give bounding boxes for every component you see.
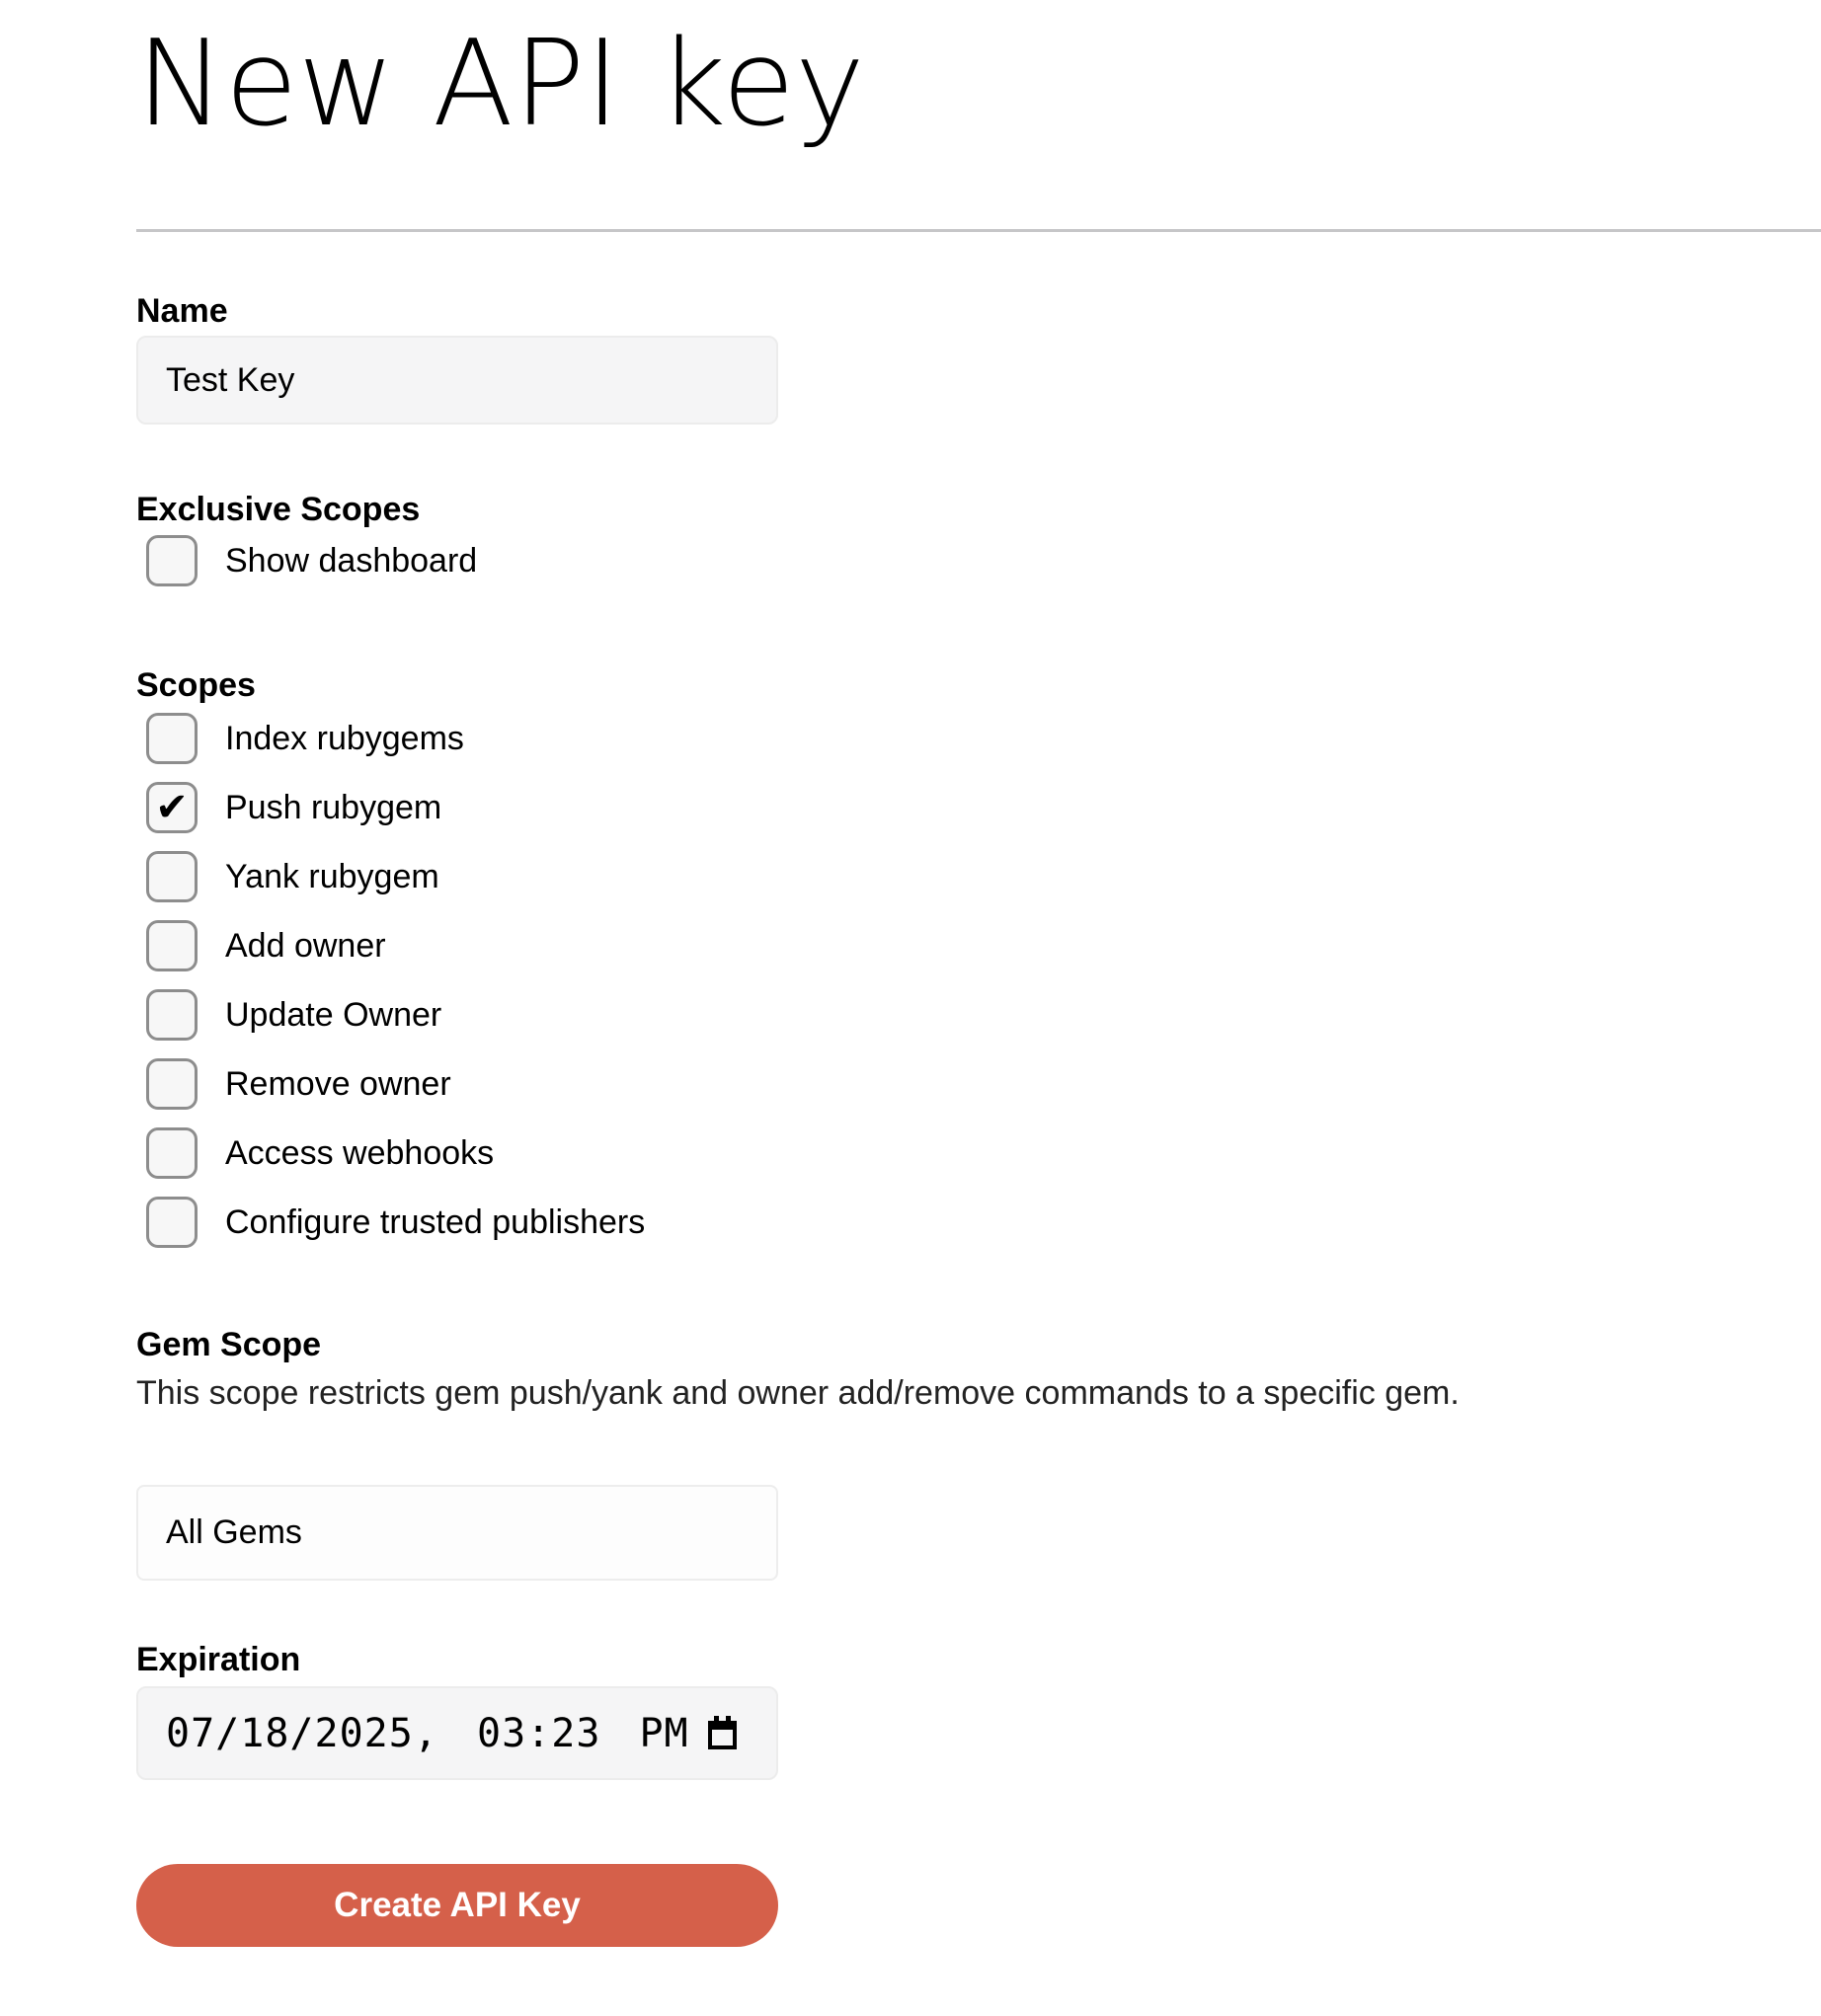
update-owner-row[interactable] — [136, 989, 1821, 1041]
add-owner-checkbox[interactable] — [146, 920, 198, 971]
update-owner-label: Update Owner — [225, 995, 442, 1034]
expiration-label: Expiration — [136, 1641, 301, 1678]
new-api-key-page — [0, 16, 1821, 2016]
index-rubygems-row[interactable] — [136, 713, 1821, 764]
remove-owner-row[interactable] — [136, 1058, 1821, 1110]
exclusive-scopes-label: Exclusive Scopes — [136, 491, 421, 528]
access-webhooks-label: Access webhooks — [225, 1133, 495, 1172]
divider — [136, 229, 1821, 232]
checkmark-icon: ✔ — [155, 786, 189, 829]
add-owner-row[interactable] — [136, 920, 1821, 971]
access-webhooks-row[interactable] — [136, 1127, 1821, 1179]
calendar-icon[interactable] — [708, 1716, 737, 1750]
push-rubygem-row[interactable] — [136, 782, 1821, 833]
show-dashboard-checkbox[interactable] — [146, 535, 198, 586]
configure-trusted-publishers-row[interactable] — [136, 1197, 1821, 1248]
index-rubygems-label: Index rubygems — [225, 719, 464, 757]
expiration-value: 07/18/2025, 03:23 PM — [166, 1710, 689, 1756]
expiration-input[interactable] — [136, 1686, 778, 1780]
gem-scope-selected-value: All Gems — [166, 1513, 302, 1551]
yank-rubygem-row[interactable] — [136, 851, 1821, 902]
configure-trusted-publishers-label: Configure trusted publishers — [225, 1202, 646, 1241]
gem-scope-label: Gem Scope — [136, 1326, 322, 1363]
yank-rubygem-checkbox[interactable] — [146, 851, 198, 902]
show-dashboard-row[interactable] — [136, 535, 1821, 586]
add-owner-label: Add owner — [225, 926, 386, 965]
create-api-key-button[interactable]: Create API Key — [136, 1864, 778, 1947]
show-dashboard-label: Show dashboard — [225, 541, 478, 580]
name-input-value: Test Key — [166, 360, 295, 399]
page-title: New API key — [136, 16, 865, 153]
configure-trusted-publishers-checkbox[interactable] — [146, 1197, 198, 1248]
name-input[interactable] — [136, 336, 778, 425]
yank-rubygem-label: Yank rubygem — [225, 857, 439, 895]
index-rubygems-checkbox[interactable] — [146, 713, 198, 764]
remove-owner-label: Remove owner — [225, 1064, 451, 1103]
push-rubygem-checkbox[interactable] — [146, 782, 198, 833]
push-rubygem-label: Push rubygem — [225, 788, 442, 826]
update-owner-checkbox[interactable] — [146, 989, 198, 1041]
gem-scope-select[interactable] — [136, 1485, 778, 1581]
gem-scope-description: This scope restricts gem push/yank and owner add/remove commands to a specific gem. — [136, 1374, 1460, 1412]
access-webhooks-checkbox[interactable] — [146, 1127, 198, 1179]
scopes-label: Scopes — [136, 666, 256, 704]
scopes-list — [136, 713, 1821, 1248]
name-label: Name — [136, 292, 228, 330]
remove-owner-checkbox[interactable] — [146, 1058, 198, 1110]
